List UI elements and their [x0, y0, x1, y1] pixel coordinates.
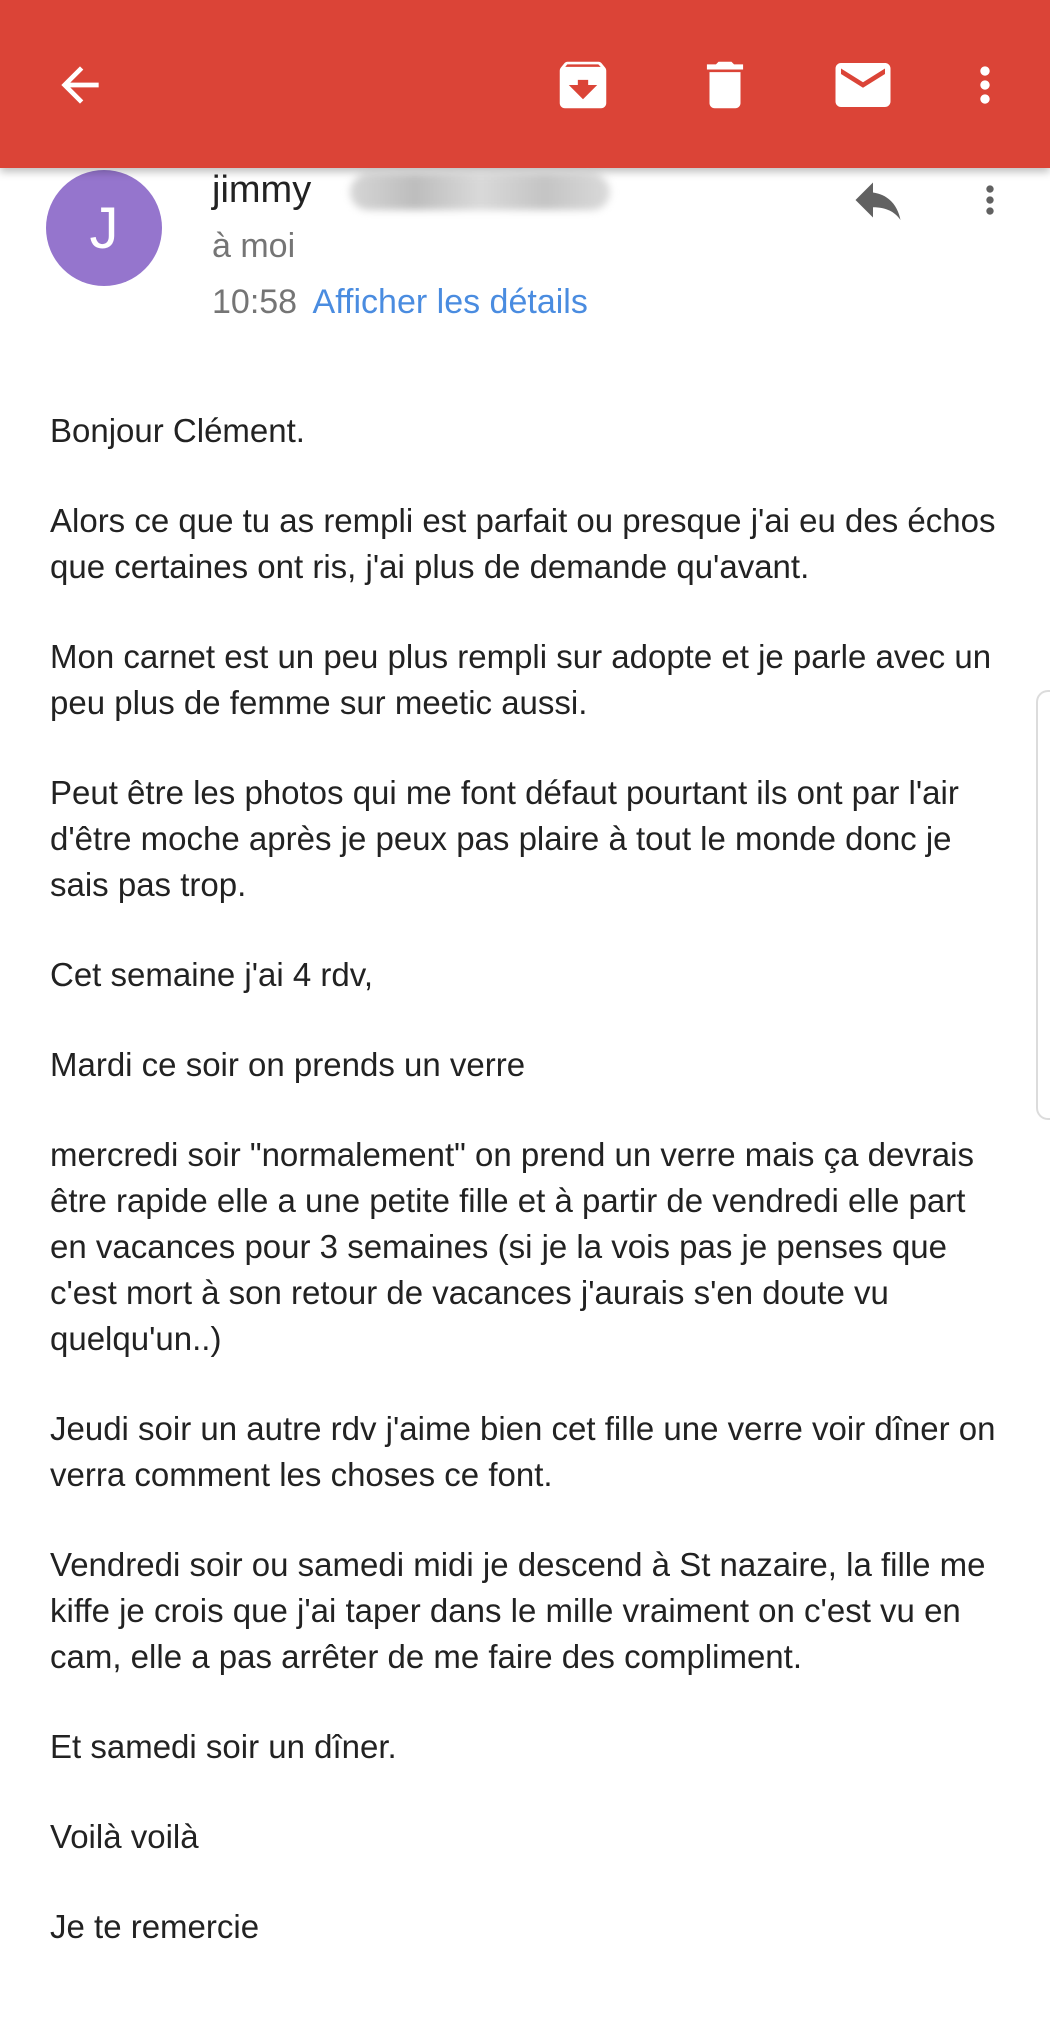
- message-body: [50, 408, 1010, 1994]
- redacted-sender-surname: [350, 174, 610, 210]
- app-toolbar: [0, 0, 1050, 168]
- archive-icon: [552, 54, 614, 116]
- more-vert-icon: [968, 178, 1012, 222]
- message-paragraph: mercredi soir "normalement" on prend un verre mais ça devrais être rapide elle a une petite fille et à partir de vendredi elle part en vacances pour 3 semaines (si je la vois pas je penses que c'est mort à son retour de vacances j'aurais s'en doute vu quelqu'un..): [50, 1136, 974, 1357]
- message-paragraph: Voilà voilà: [50, 1818, 199, 1855]
- recipient-label[interactable]: à moi: [212, 227, 296, 265]
- trash-icon: [694, 54, 756, 116]
- show-details-link[interactable]: Afficher les détails: [312, 283, 588, 321]
- message-paragraph: Et samedi soir un dîner.: [50, 1728, 397, 1765]
- message-paragraph: Bonjour Clément.: [50, 412, 305, 449]
- more-options-button[interactable]: [940, 40, 1030, 130]
- message-paragraph: Mon carnet est un peu plus rempli sur adopte et je parle avec un peu plus de femme sur meetic aussi.: [50, 638, 992, 721]
- message-paragraph: Mardi ce soir on prends un verre: [50, 1046, 526, 1083]
- reply-button[interactable]: [840, 170, 916, 230]
- message-paragraph: Jeudi soir un autre rdv j'aime bien cet fille une verre voir dîner on verra comment les choses ce font.: [50, 1410, 996, 1493]
- arrow-left-icon: [52, 57, 108, 113]
- message-paragraph: Peut être les photos qui me font défaut pourtant ils ont par l'air d'être moche après je peux pas plaire à tout le monde donc je sais pas trop.: [50, 774, 959, 903]
- message-paragraph: Alors ce que tu as rempli est parfait ou presque j'ai eu des échos que certaines ont ris, j'ai plus de demande qu'avant.: [50, 502, 996, 585]
- back-button[interactable]: [35, 40, 125, 130]
- time-line: [212, 280, 588, 324]
- message-paragraph: Cet semaine j'ai 4 rdv,: [50, 956, 373, 993]
- archive-button[interactable]: [538, 40, 628, 130]
- delete-button[interactable]: [680, 40, 770, 130]
- message-paragraph: Je te remercie: [50, 1908, 260, 1945]
- more-vert-icon: [957, 57, 1013, 113]
- reply-icon: [848, 170, 908, 230]
- avatar[interactable]: J: [46, 170, 162, 286]
- mail-icon: [830, 52, 896, 118]
- sender-name: jimmy: [212, 169, 312, 211]
- mark-unread-button[interactable]: [818, 40, 908, 130]
- message-more-button[interactable]: [968, 170, 1012, 230]
- scrollbar-handle[interactable]: [1036, 690, 1050, 1120]
- message-header: [0, 168, 1050, 388]
- message-time: 10:58: [212, 283, 298, 321]
- message-paragraph: Vendredi soir ou samedi midi je descend à St nazaire, la fille me kiffe je crois que j'ai taper dans le mille vraiment on c'est vu en cam, elle a pas arrêter de me faire des compliment.: [50, 1546, 986, 1675]
